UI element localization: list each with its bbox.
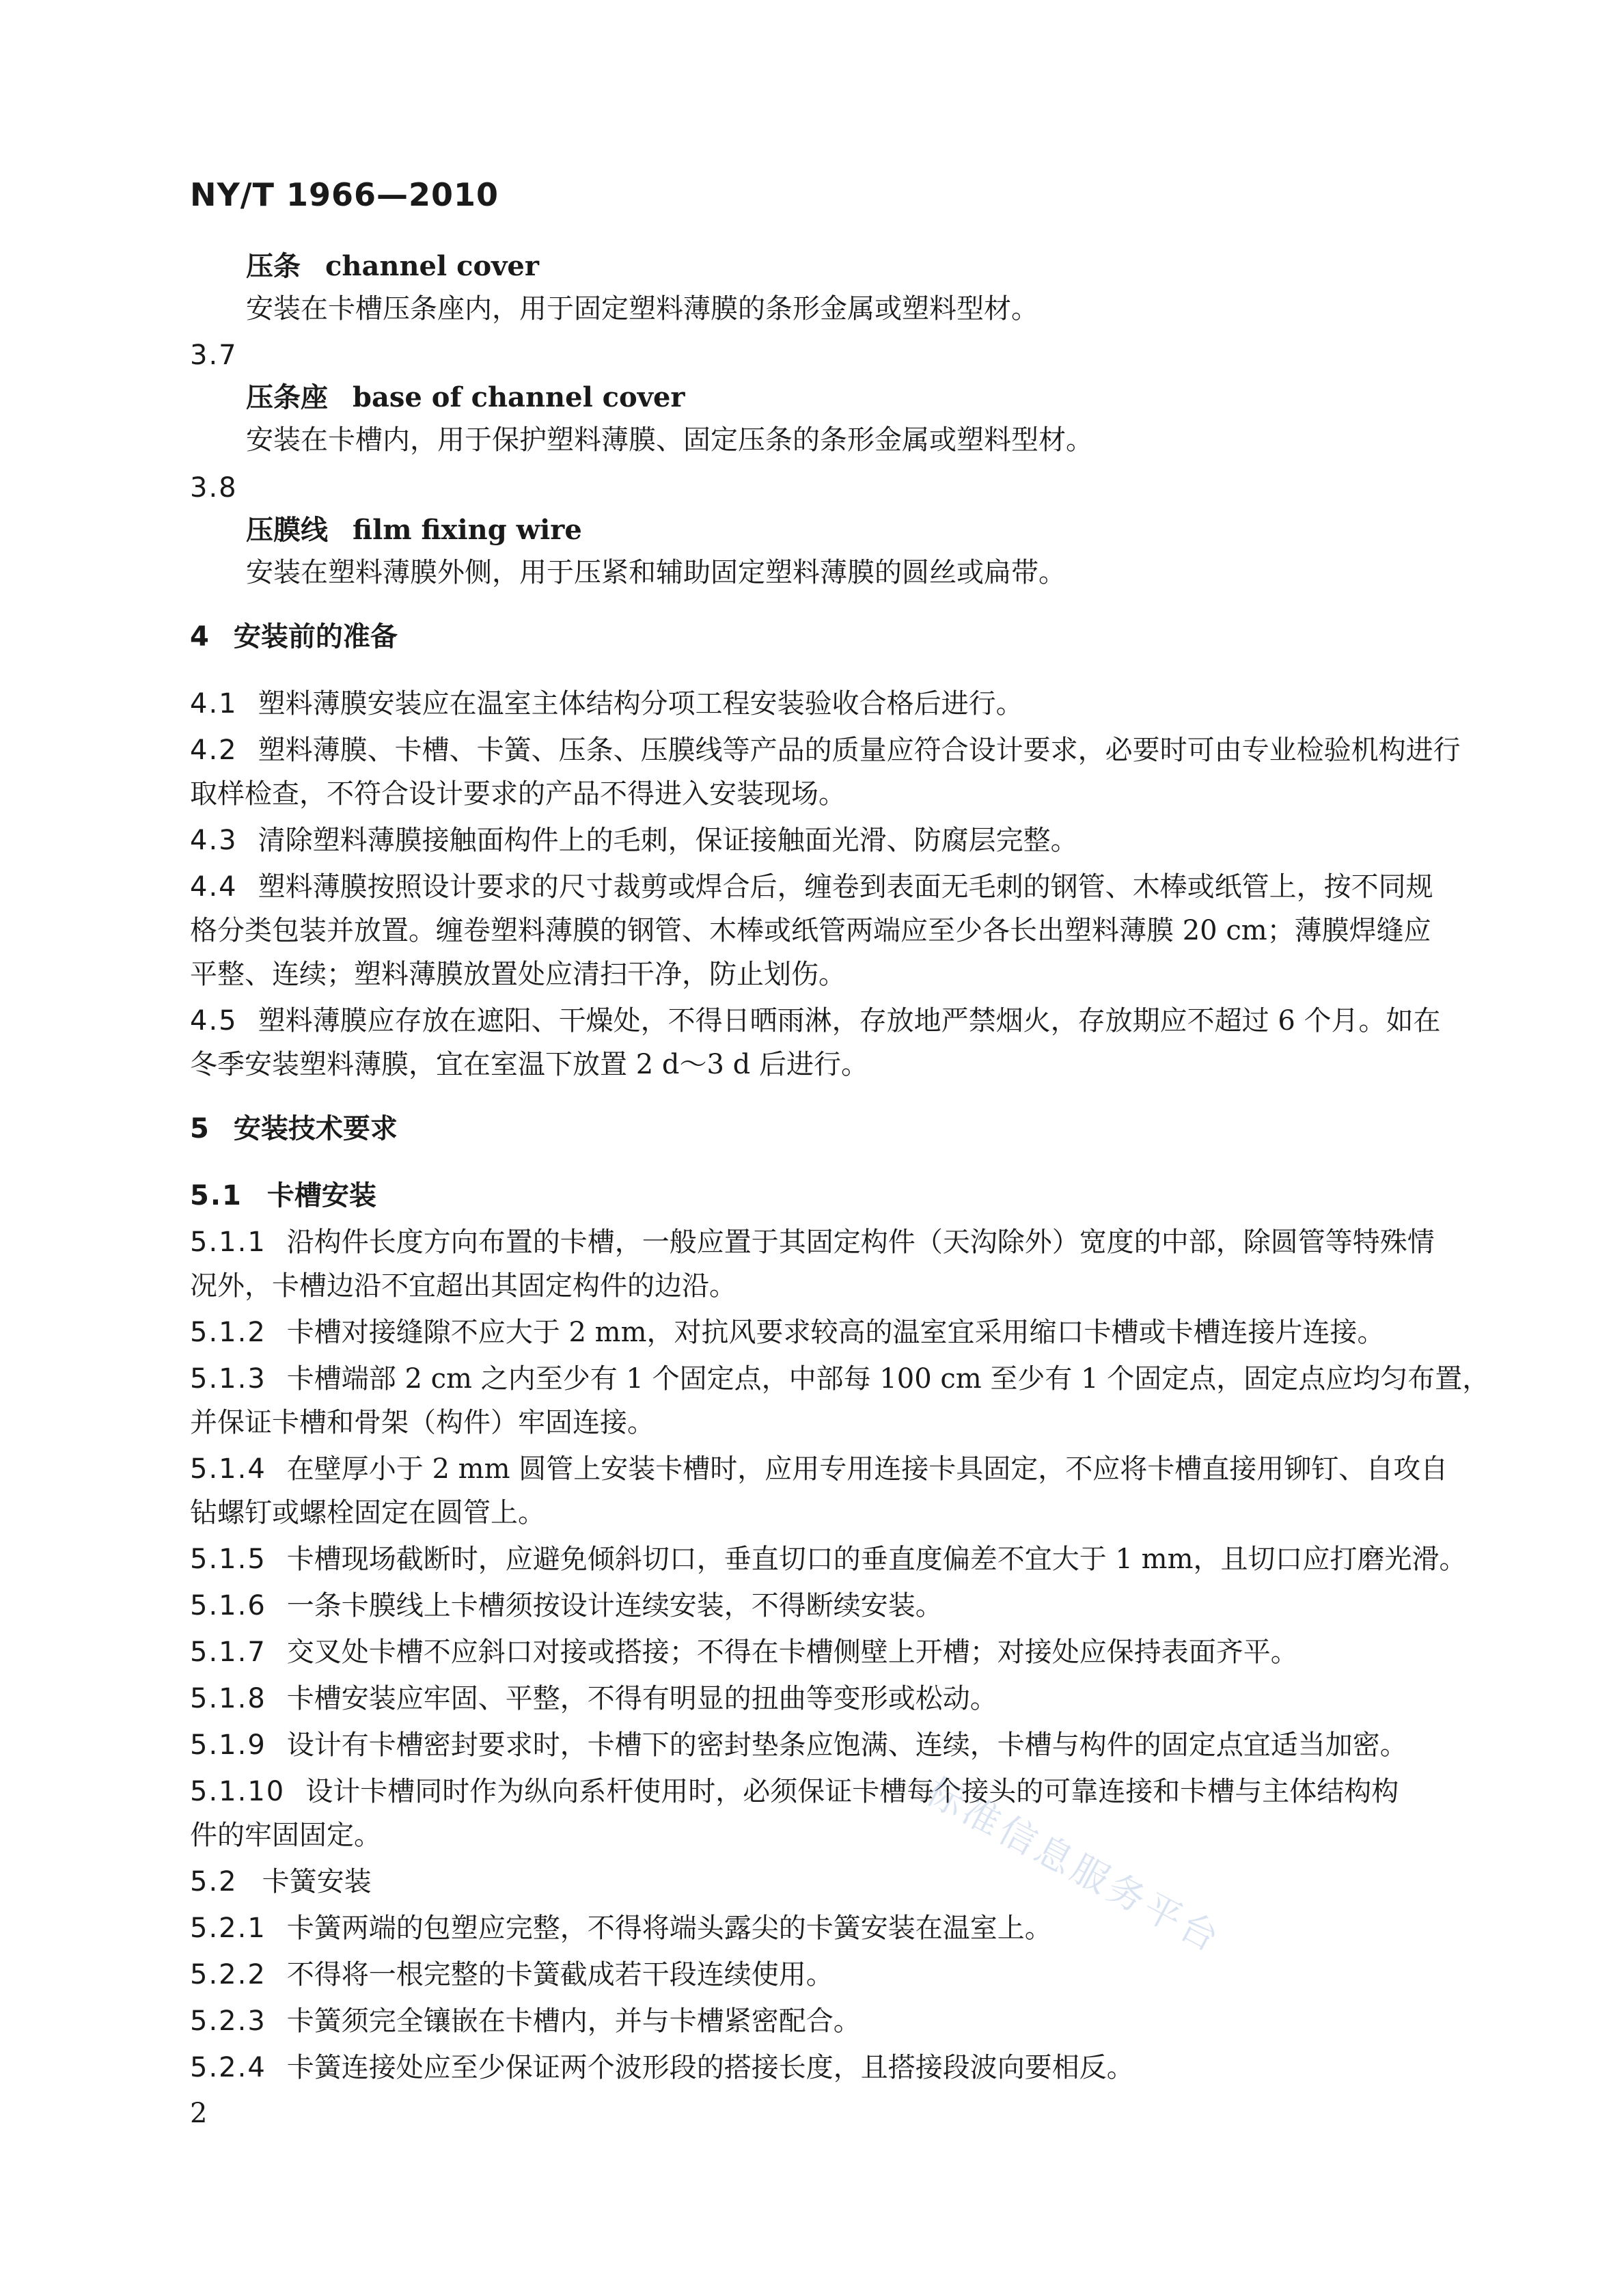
clause-5-1-6-number: 5.1.6	[190, 1590, 266, 1621]
clause-4-1	[190, 685, 1023, 723]
clause-5-2-1-text: 卡簧两端的包塑应完整，不得将端头露尖的卡簧安装在温室上。	[286, 1913, 1052, 1944]
subsection-5-2-title: 卡簧安装	[262, 1866, 372, 1898]
section-5-heading	[190, 1110, 398, 1148]
clause-5-1-4-number: 5.1.4	[190, 1453, 266, 1485]
section-4-number: 4	[190, 621, 209, 653]
document-header-id: NY/T 1966—2010	[190, 176, 499, 213]
clause-5-2-4-number: 5.2.4	[190, 2052, 266, 2083]
clause-5-1-7	[190, 1633, 1298, 1671]
term-3-8-heading	[246, 511, 582, 549]
clause-4-1-number: 4.1	[190, 688, 238, 720]
term-3-8-cn: 压膜线	[246, 515, 328, 546]
clause-5-2-3	[190, 2002, 861, 2040]
clause-5-1-2	[190, 1313, 1385, 1352]
clause-4-2-line-2: 取样检查，不符合设计要求的产品不得进入安装现场。	[190, 778, 846, 810]
clause-5-2-3-text: 卡簧须完全镶嵌在卡槽内，并与卡槽紧密配合。	[286, 2005, 861, 2037]
clause-5-1-3-number: 5.1.3	[190, 1363, 266, 1395]
clause-4-4-number: 4.4	[190, 871, 238, 903]
clause-4-2	[190, 731, 1461, 769]
subsection-5-2-number: 5.2	[190, 1866, 238, 1898]
clause-5-1-4-line-2: 钻螺钉或螺栓固定在圆管上。	[190, 1497, 545, 1529]
clause-5-1-5-text: 卡槽现场截断时，应避免倾斜切口，垂直切口的垂直度偏差不宜大于 1 mm，且切口应打磨光滑。	[286, 1544, 1467, 1575]
clause-5-1-4	[190, 1450, 1448, 1488]
term-3-8-number: 3.8	[190, 472, 238, 504]
clause-5-2-4-text: 卡簧连接处应至少保证两个波形段的搭接长度，且搭接段波向要相反。	[286, 2052, 1134, 2083]
clause-5-1-10-number: 5.1.10	[190, 1776, 286, 1807]
clause-5-1-9-number: 5.1.9	[190, 1729, 266, 1761]
clause-5-1-5	[190, 1540, 1467, 1578]
clause-4-4-line-3: 平整、连续；塑料薄膜放置处应清扫干净，防止划伤。	[190, 959, 846, 990]
clause-4-5-number: 4.5	[190, 1005, 238, 1037]
clause-4-4	[190, 868, 1433, 906]
term-3-8-en: film fixing wire	[353, 514, 582, 546]
section-4-title: 安装前的准备	[233, 621, 398, 653]
term-3-6-heading	[246, 247, 539, 286]
term-3-7-definition: 安装在卡槽内，用于保护塑料薄膜、固定压条的条形金属或塑料型材。	[246, 424, 1093, 456]
clause-5-1-6	[190, 1587, 943, 1625]
clause-5-1-9	[190, 1726, 1407, 1764]
clause-5-2-2-text: 不得将一根完整的卡簧截成若干段连续使用。	[286, 1959, 834, 1990]
clause-5-1-10-line-1: 设计卡槽同时作为纵向系杆使用时，必须保证卡槽每个接头的可靠连接和卡槽与主体结构构	[305, 1776, 1399, 1807]
clause-4-2-line-1: 塑料薄膜、卡槽、卡簧、压条、压膜线等产品的质量应符合设计要求，必要时可由专业检验机构进行	[258, 735, 1461, 766]
clause-4-4-line-2: 格分类包装并放置。缠卷塑料薄膜的钢管、木棒或纸管两端应至少各长出塑料薄膜 20 cm；薄膜焊缝应	[190, 915, 1431, 946]
clause-4-3	[190, 821, 1078, 860]
clause-5-1-8	[190, 1680, 997, 1718]
clause-5-1-1-number: 5.1.1	[190, 1227, 266, 1258]
clause-4-5-line-2: 冬季安装塑料薄膜，宜在室温下放置 2 d～3 d 后进行。	[190, 1049, 868, 1080]
clause-5-2-1	[190, 1909, 1052, 1947]
clause-5-2-4	[190, 2049, 1134, 2087]
clause-5-2-2-number: 5.2.2	[190, 1959, 266, 1990]
clause-5-1-10-line-2: 件的牢固固定。	[190, 1820, 381, 1851]
clause-5-1-9-text: 设计有卡槽密封要求时，卡槽下的密封垫条应饱满、连续，卡槽与构件的固定点宜适当加密。	[286, 1729, 1407, 1761]
term-3-7-en: base of channel cover	[353, 381, 685, 413]
clause-4-3-text: 清除塑料薄膜接触面构件上的毛刺，保证接触面光滑、防腐层完整。	[258, 825, 1078, 856]
clause-4-1-text: 塑料薄膜安装应在温室主体结构分项工程安装验收合格后进行。	[258, 688, 1023, 720]
clause-5-1-7-text: 交叉处卡槽不应斜口对接或搭接；不得在卡槽侧壁上开槽；对接处应保持表面齐平。	[286, 1636, 1298, 1668]
clause-5-1-1-line-1: 沿构件长度方向布置的卡槽，一般应置于其固定构件（天沟除外）宽度的中部，除圆管等特殊情	[286, 1227, 1435, 1258]
term-3-6-cn: 压条	[246, 251, 301, 282]
subsection-5-1-number: 5.1	[190, 1180, 243, 1211]
clause-5-2-1-number: 5.2.1	[190, 1913, 266, 1944]
section-4-heading	[190, 618, 398, 656]
clause-5-1-2-number: 5.1.2	[190, 1317, 266, 1348]
clause-4-3-number: 4.3	[190, 825, 238, 856]
page-number: 2	[190, 2098, 208, 2129]
clause-5-1-3-line-1: 卡槽端部 2 cm 之内至少有 1 个固定点，中部每 100 cm 至少有 1 个固定点，固定点应均匀布置，	[286, 1363, 1490, 1395]
clause-5-1-8-text: 卡槽安装应牢固、平整，不得有明显的扭曲等变形或松动。	[286, 1683, 997, 1714]
term-3-6-definition: 安装在卡槽压条座内，用于固定塑料薄膜的条形金属或塑料型材。	[246, 293, 1038, 325]
subsection-5-1-heading	[190, 1177, 376, 1215]
clause-5-1-10	[190, 1772, 1399, 1811]
subsection-5-2-heading	[190, 1863, 372, 1901]
clause-5-2-2	[190, 1956, 834, 1994]
clause-5-2-3-number: 5.2.3	[190, 2005, 266, 2037]
term-3-7-heading	[246, 379, 685, 417]
clause-4-2-number: 4.2	[190, 735, 238, 766]
clause-4-5	[190, 1002, 1441, 1040]
clause-5-1-1-line-2: 况外，卡槽边沿不宜超出其固定构件的边沿。	[190, 1270, 737, 1302]
section-5-title: 安装技术要求	[233, 1113, 398, 1145]
clause-4-5-line-1: 塑料薄膜应存放在遮阳、干燥处，不得日晒雨淋，存放地严禁烟火，存放期应不超过 6 个月。如在	[258, 1005, 1441, 1037]
clause-5-1-7-number: 5.1.7	[190, 1636, 266, 1668]
term-3-7-number: 3.7	[190, 340, 238, 371]
clause-5-1-8-number: 5.1.8	[190, 1683, 266, 1714]
clause-5-1-4-line-1: 在壁厚小于 2 mm 圆管上安装卡槽时，应用专用连接卡具固定，不应将卡槽直接用铆钉、自攻自	[286, 1453, 1448, 1485]
watermark: 标准信息服务平台	[919, 1769, 1229, 1962]
term-3-6-en: channel cover	[325, 250, 539, 282]
clause-5-1-5-number: 5.1.5	[190, 1544, 266, 1575]
clause-4-4-line-1: 塑料薄膜按照设计要求的尺寸裁剪或焊合后，缠卷到表面无毛刺的钢管、木棒或纸管上，按不同规	[258, 871, 1433, 903]
subsection-5-1-title: 卡槽安装	[266, 1180, 376, 1211]
clause-5-1-2-text: 卡槽对接缝隙不应大于 2 mm，对抗风要求较高的温室宜采用缩口卡槽或卡槽连接片连接。	[286, 1317, 1385, 1348]
term-3-7-cn: 压条座	[246, 382, 328, 413]
term-3-8-definition: 安装在塑料薄膜外侧，用于压紧和辅助固定塑料薄膜的圆丝或扁带。	[246, 557, 1066, 588]
section-5-number: 5	[190, 1113, 209, 1145]
clause-5-1-3	[190, 1360, 1489, 1398]
clause-5-1-6-text: 一条卡膜线上卡槽须按设计连续安装，不得断续安装。	[286, 1590, 943, 1621]
clause-5-1-3-line-2: 并保证卡槽和骨架（构件）牢固连接。	[190, 1407, 655, 1438]
clause-5-1-1	[190, 1223, 1435, 1261]
